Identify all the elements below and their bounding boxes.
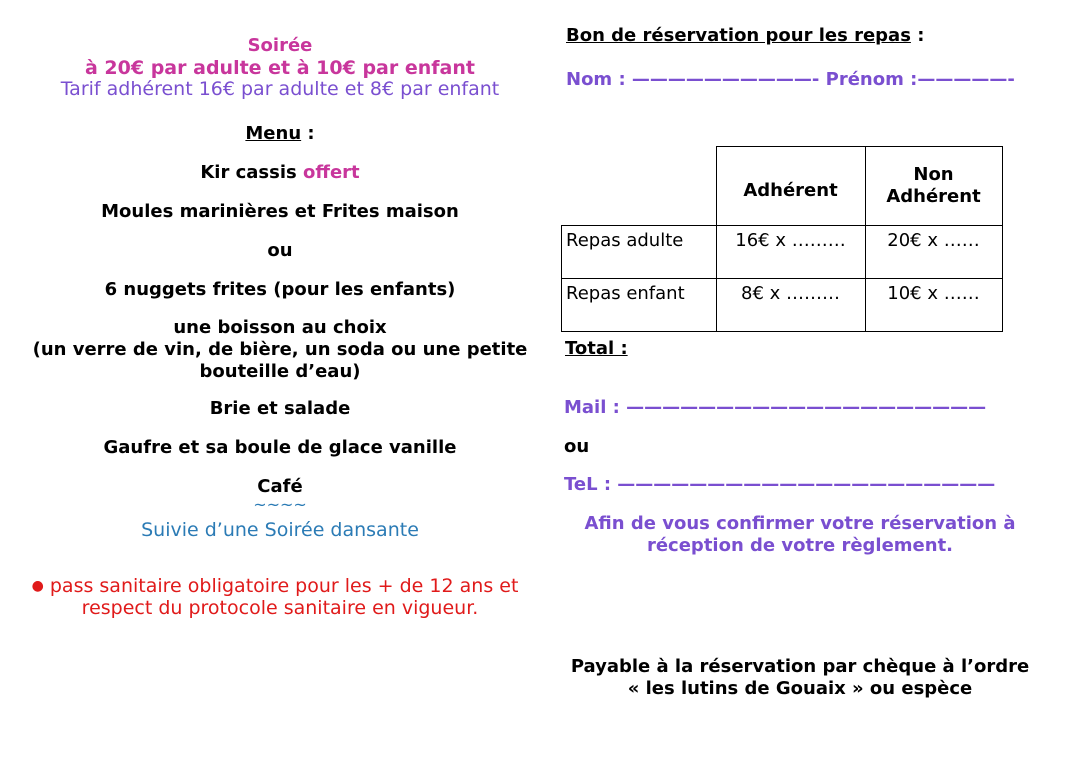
boisson-line-1: une boisson au choix xyxy=(173,317,387,338)
suivie-line: Suivie d’une Soirée dansante xyxy=(141,519,419,541)
payable-line-2: « les lutins de Gouaix » ou espèce xyxy=(627,678,973,699)
pass-line-1 xyxy=(0,575,570,597)
header-non-1: Non xyxy=(913,164,954,185)
row-adulte-adherent[interactable]: 16€ x ……… xyxy=(716,226,865,279)
total-label: Total : xyxy=(565,338,628,359)
pass-line-2: respect du protocole sanitaire en vigueur. xyxy=(81,597,479,619)
confirm-line-1: Afin de vous confirmer votre réservation à xyxy=(584,513,1016,534)
brie-line: Brie et salade xyxy=(209,398,351,419)
reservation-table xyxy=(561,146,1003,332)
ou-right: ou xyxy=(564,436,590,457)
pass-text-1: pass sanitaire obligatoire pour les + de 12 ans et xyxy=(49,575,519,597)
cafe-line: Café xyxy=(257,476,303,497)
kir-line xyxy=(0,162,560,183)
bon-title-text: Bon de réservation pour les repas xyxy=(566,25,911,46)
bullet-icon: ● xyxy=(31,578,44,594)
row-enfant-non-adherent[interactable]: 10€ x …… xyxy=(865,279,1002,332)
menu-label: Menu xyxy=(245,123,302,144)
table-header-row xyxy=(562,147,1003,226)
payable-line-1: Payable à la réservation par chèque à l’ordre xyxy=(570,656,1030,677)
mail-line[interactable]: Mail : ———————————————————— xyxy=(564,397,987,418)
table-row xyxy=(562,279,1003,332)
gaufre-line: Gaufre et sa boule de glace vanille xyxy=(103,437,457,458)
menu-heading xyxy=(0,123,560,144)
kir-offert: offert xyxy=(303,162,360,183)
table-row xyxy=(562,226,1003,279)
row-label-adulte: Repas adulte xyxy=(562,226,717,279)
kir-text: Kir cassis xyxy=(200,162,303,183)
soiree-title: Soirée xyxy=(247,35,313,56)
tilde-separator: ~~~~ xyxy=(253,495,307,514)
header-non-adherent xyxy=(865,147,1002,226)
confirm-line-2: réception de votre règlement. xyxy=(646,535,954,556)
ou-line: ou xyxy=(267,240,293,261)
nuggets-line: 6 nuggets frites (pour les enfants) xyxy=(104,279,456,300)
bon-title xyxy=(566,25,924,46)
tel-line[interactable]: TeL : ————————————————————— xyxy=(564,474,996,495)
menu-colon: : xyxy=(301,123,315,144)
row-adulte-non-adherent[interactable]: 20€ x …… xyxy=(865,226,1002,279)
price-line: à 20€ par adulte et à 10€ par enfant xyxy=(85,57,475,79)
header-adherent: Adhérent xyxy=(716,147,865,226)
row-label-enfant: Repas enfant xyxy=(562,279,717,332)
boisson-line-3: bouteille d’eau) xyxy=(199,361,361,382)
tarif-line: Tarif adhérent 16€ par adulte et 8€ par enfant xyxy=(60,78,500,100)
table-empty-cell xyxy=(562,147,717,226)
bon-title-colon: : xyxy=(910,25,925,46)
moules-line: Moules marinières et Frites maison xyxy=(101,201,459,222)
boisson-line-2: (un verre de vin, de bière, un soda ou une petite xyxy=(32,339,528,360)
row-enfant-adherent[interactable]: 8€ x ……… xyxy=(716,279,865,332)
nom-prenom-line: Nom : ——————————- Prénom :—————- xyxy=(566,69,1015,90)
header-non-2: Adhérent xyxy=(886,186,981,207)
